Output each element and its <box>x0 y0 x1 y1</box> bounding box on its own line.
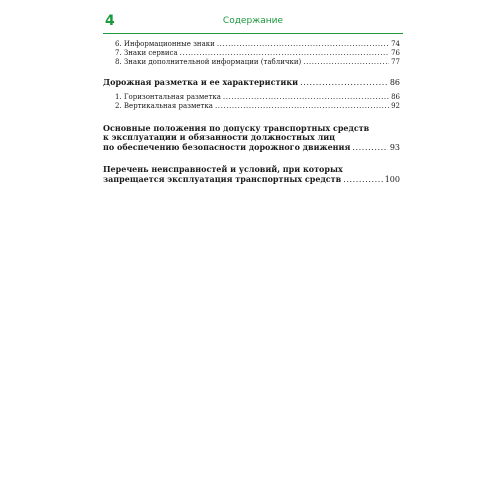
toc-chapter-title-line: Перечень неисправностей и условий, при которых <box>103 164 343 174</box>
toc-entry-informational-signs[interactable] <box>103 40 400 49</box>
toc-entry-page: 74 <box>391 40 400 48</box>
toc-chapter-title-line: по обеспечению безопасности дорожного движения <box>103 141 351 152</box>
toc-chapter-title-line: запрещается эксплуатация транспортных средств <box>103 173 342 184</box>
dot-leader <box>303 58 389 67</box>
section-title: Содержание <box>222 16 284 26</box>
toc-entry-label: 8. Знаки дополнительной информации (таблички) <box>115 58 302 66</box>
toc-chapter-vehicle-admission[interactable] <box>103 124 400 153</box>
toc-entry-horizontal-marking[interactable] <box>103 93 400 102</box>
toc-entry-page: 92 <box>391 101 400 110</box>
toc-entry-vertical-marking[interactable] <box>103 102 400 111</box>
dot-leader <box>300 78 388 88</box>
toc-chapter-faults-list[interactable] <box>103 165 400 184</box>
toc-chapter-page: 93 <box>389 142 400 152</box>
dot-leader <box>217 40 389 49</box>
page-number: 4 <box>105 13 115 29</box>
dot-leader <box>215 102 389 111</box>
toc-entry-page: 77 <box>391 58 400 66</box>
toc-entry-label: 7. Знаки сервиса <box>115 49 178 57</box>
toc-chapter-last-line <box>103 175 400 185</box>
dot-leader <box>180 49 389 58</box>
toc-entry-label: 1. Горизонтальная разметка <box>115 92 221 101</box>
dot-leader <box>343 175 383 185</box>
header-divider <box>103 33 403 34</box>
toc-entry-service-signs[interactable] <box>103 49 400 58</box>
toc-chapter-road-markings[interactable] <box>103 78 400 88</box>
toc-chapter-title-line: Основные положения по допуску транспортных средств <box>103 122 370 133</box>
toc-chapter-title: Дорожная разметка и ее характеристики <box>103 77 299 87</box>
table-of-contents <box>103 40 400 184</box>
toc-chapter-title-line: к эксплуатации и обязанности должностных лиц <box>103 132 336 142</box>
toc-entry-page: 76 <box>391 49 400 57</box>
dot-leader <box>352 143 387 153</box>
toc-entry-additional-info-signs[interactable] <box>103 58 400 67</box>
page-header <box>103 14 403 32</box>
toc-entry-page: 86 <box>391 92 400 101</box>
toc-entry-label: 6. Информационные знаки <box>115 40 215 48</box>
toc-chapter-last-line <box>103 143 400 153</box>
toc-chapter-page: 86 <box>389 78 400 87</box>
toc-entry-label: 2. Вертикальная разметка <box>115 101 213 110</box>
toc-chapter-page: 100 <box>384 174 400 184</box>
dot-leader <box>223 93 389 102</box>
